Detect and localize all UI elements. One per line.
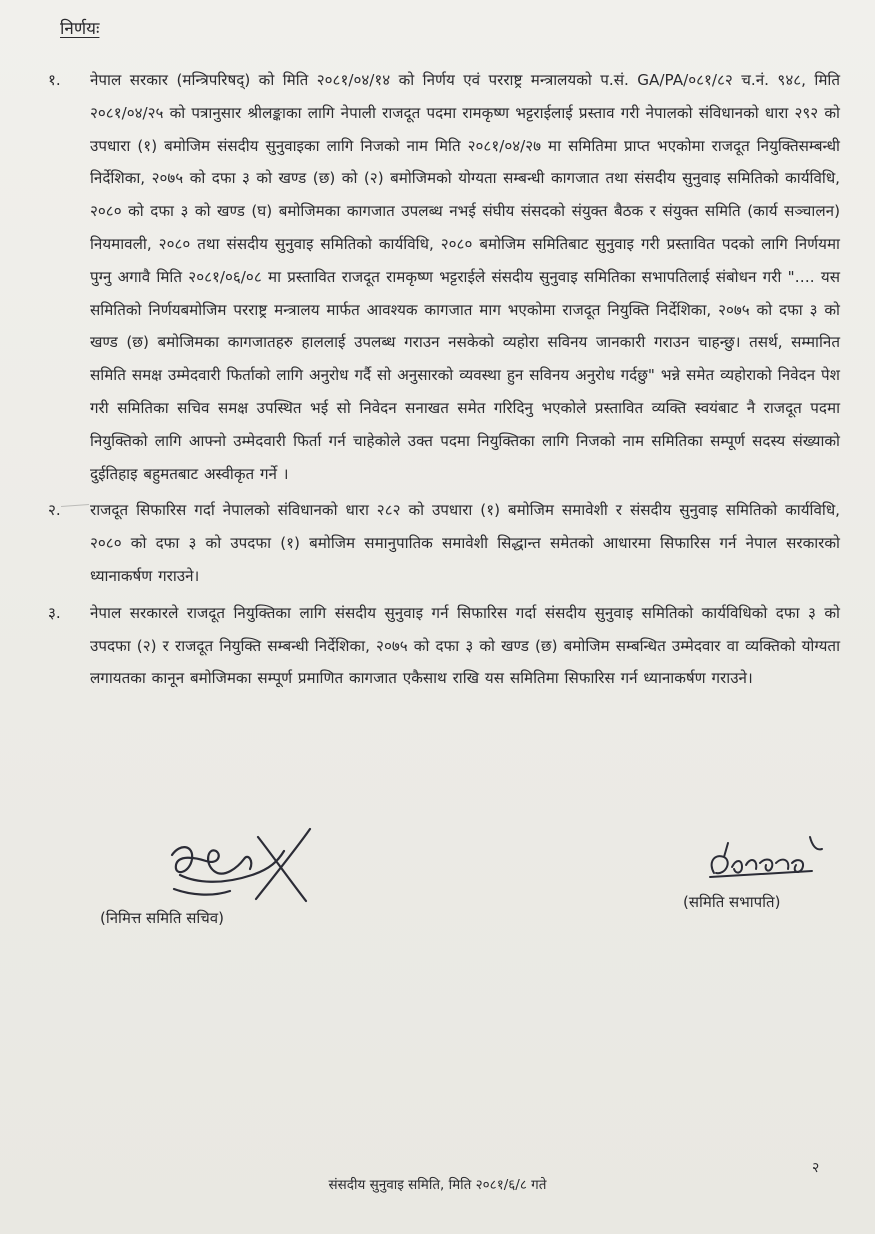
decision-item-1 — [48, 64, 840, 490]
decision-list — [48, 64, 840, 695]
item-text: नेपाल सरकार (मन्त्रिपरिषद्) को मिति २०८१/०४/१४ को निर्णय एवं परराष्ट्र मन्त्रालयको प.सं. GA/PA/०८१/८२ च.नं. ९४८, मिति २०८१/०४/२५ को पत्रानुसार श्रीलङ्काका लागि नेपाली राजदूत पदमा रामकृष्ण भट्टराईलाई प्रस्ताव गरी नेपालको संविधानको धारा २९२ को उपधारा (१) बमोजिम संसदीय सुनुवाइका लागि निजको नाम मिति २०८१/०४/२७ मा समितिमा प्राप्त भएकोमा राजदूत नियुक्तिसम्बन्धी निर्देशिका, २०७५ को दफा ३ को खण्ड (छ) को (२) बमोजिमको योग्यता सम्बन्धी कागजात तथा संसदीय सुनुवाइ समितिको कार्यविधि, २०८० को दफा ३ को खण्ड (घ) बमोजिमका कागजात उपलब्ध नभई संघीय संसदको संयुक्त बैठक र संयुक्त समिति (कार्य सञ्चालन) नियमावली, २०८० तथा संसदीय सुनुवाइ समितिको कार्यविधि, २०८० बमोजिम समितिबाट सुनुवाइ गरी प्रस्तावित पदको लागि निर्णयमा पुग्नु अगावै मिति २०८१/०६/०८ मा प्रस्तावित राजदूत रामकृष्ण भट्टराईले संसदीय सुनुवाइ समितिका सभापतिलाई संबोधन गरी "…. यस समितिको निर्णयबमोजिम परराष्ट्र मन्त्रालय मार्फत आवश्यक कागजात माग भएकोमा राजदूत नियुक्ति निर्देशिका, २०७५ को दफा ३ को खण्ड (छ) बमोजिमका कागजातहरु हाललाई उपलब्ध गराउन नसकेको व्यहोरा सविनय जानकारी गराउन चाहन्छु। तसर्थ, सम्मानित समिति समक्ष उम्मेदवारी फिर्ताको लागि अनुरोध गर्दै सो अनुसारको व्यवस्था हुन सविनय अनुरोध गर्दछु" भन्ने समेत व्यहोराको निवेदन पेश गरी समितिका सचिव समक्ष उपस्थित भई सो निवेदन सनाखत समेत गरिदिनु भएकोले प्रस्तावित व्यक्ति स्वयंबाट नै राजदूत पदमा नियुक्तिको लागि आफ्नो उम्मेदवारी फिर्ता गर्न चाहेकोले उक्त पदमा नियुक्तिका लागि निजको नाम समितिका सम्पूर्ण सदस्य संख्याको दुईतिहाइ बहुमतबाट अस्वीकृत गर्ने । — [90, 71, 840, 483]
decision-item-2 — [48, 494, 840, 592]
secretary-label: (निमित्त समिति सचिव) — [100, 909, 224, 927]
chairperson-label: (समिति सभापति) — [683, 893, 781, 911]
page-title: निर्णयः — [60, 19, 100, 39]
secretary-signature — [160, 815, 320, 910]
item-text: नेपाल सरकारले राजदूत नियुक्तिका लागि संसदीय सुनुवाइ गर्न सिफारिस गर्दा संसदीय सुनुवाइ समितिको कार्यविधिको दफा ३ को उपदफा (२) र राजदूत नियुक्ति सम्बन्धी निर्देशिका, २०७५ को दफा ३ को खण्ड (छ) बमोजिम सम्बन्धित उम्मेदवार वा व्यक्तिको योग्यता लगायतका कानून बमोजिमका सम्पूर्ण प्रमाणित कागजात एकैसाथ राखि यस समितिमा सिफारिस गर्न ध्यानाकर्षण गराउने। — [90, 603, 840, 688]
decision-item-3 — [48, 597, 840, 695]
page-number: २ — [812, 1160, 820, 1176]
item-number: २. — [48, 501, 61, 520]
item-number: ३. — [48, 603, 61, 622]
item-number: १. — [48, 71, 61, 89]
item-text: राजदूत सिफारिस गर्दा नेपालको संविधानको धारा २८२ को उपधारा (१) बमोजिम समावेशी र संसदीय सुनुवाइ समितिको कार्यविधि, २०८० को दफा ३ को उपदफा (१) बमोजिम समानुपातिक समावेशी सिद्धान्त समेतको आधारमा सिफारिस गर्न नेपाल सरकारको ध्यानाकर्षण गराउने। — [90, 501, 840, 585]
chairperson-signature — [700, 833, 830, 893]
footer-text: संसदीय सुनुवाइ समिति, मिति २०८१/६/८ गते — [328, 1177, 547, 1193]
